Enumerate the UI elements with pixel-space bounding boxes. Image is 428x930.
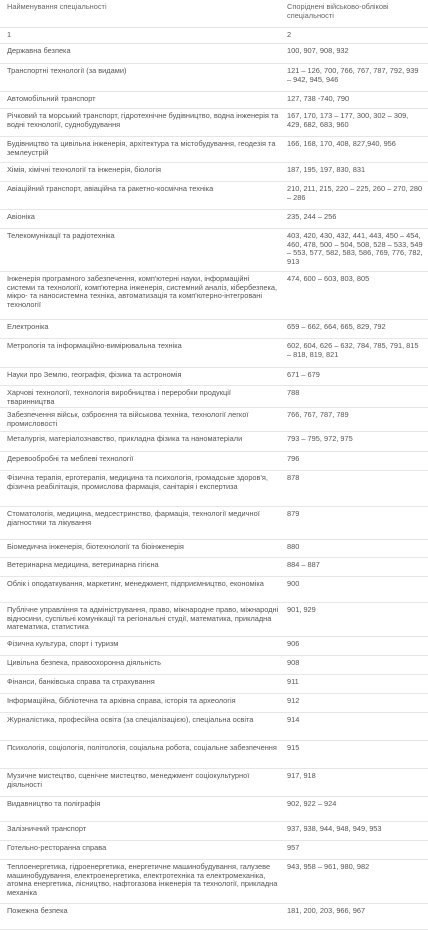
related-codes: 957 bbox=[287, 843, 300, 852]
table-row bbox=[0, 210, 428, 229]
table-row bbox=[0, 368, 428, 386]
specialty-name: Інженерія програмного забезпечення, комп'ютерні науки, інформаційні системи та технології, комп'ютерна інженерія, системний аналіз, кібербезпека, мікро- та наносистемна техніка, автоматизація та комп'ютерно-інтегровані технології bbox=[7, 274, 278, 309]
table-row bbox=[0, 64, 428, 92]
table-row bbox=[0, 432, 428, 452]
table-row bbox=[0, 769, 428, 797]
specialty-name: Журналістика, професійна освіта (за спеціалізацією), спеціальна освіта bbox=[7, 715, 254, 724]
related-codes: 671 – 679 bbox=[287, 370, 320, 379]
specialty-name: Метрологія та інформаційно-вимірювальна техніка bbox=[7, 341, 182, 350]
table-row bbox=[0, 904, 428, 930]
related-codes: 121 – 126, 700, 766, 767, 787, 792, 939 – 942, 945, 946 bbox=[287, 66, 419, 84]
table-row bbox=[0, 797, 428, 822]
specialty-name: Облік і оподаткування, маркетинг, менеджмент, підприємництво, економіка bbox=[7, 579, 264, 588]
related-codes: 906 bbox=[287, 639, 300, 648]
specialty-name: Автомобільний транспорт bbox=[7, 94, 96, 103]
specialty-name: Електроніка bbox=[7, 322, 49, 331]
table-row bbox=[0, 694, 428, 713]
table-row bbox=[0, 386, 428, 408]
table-row bbox=[0, 163, 428, 182]
table-row bbox=[0, 137, 428, 163]
table-row bbox=[0, 320, 428, 339]
specialty-name: Забезпечення військ, озброєння та військова техніка, технології легкої промисловості bbox=[7, 410, 249, 428]
related-codes: 878 bbox=[287, 473, 300, 482]
related-codes: 187, 195, 197, 830, 831 bbox=[287, 165, 366, 174]
specialty-name: Інформаційна, бібліотечна та архівна справа, історія та археологія bbox=[7, 696, 236, 705]
related-codes: 100, 907, 908, 932 bbox=[287, 46, 349, 55]
header-specialty: Найменування спеціальності bbox=[7, 2, 107, 11]
related-codes: 943, 958 – 961, 980, 982 bbox=[287, 862, 370, 871]
table-row bbox=[0, 471, 428, 507]
specialty-name: Деревообробні та меблеві технології bbox=[7, 454, 134, 463]
specialty-name: Хімія, хімічні технології та інженерія, біологія bbox=[7, 165, 161, 174]
related-codes: 911 bbox=[287, 677, 299, 686]
specialty-name: Фізична культура, спорт і туризм bbox=[7, 639, 119, 648]
related-codes: 914 bbox=[287, 715, 300, 724]
specialty-name: Фінанси, банківська справа та страхування bbox=[7, 677, 155, 686]
related-codes: 659 – 662, 664, 665, 829, 792 bbox=[287, 322, 386, 331]
specialty-name: Стоматологія, медицина, медсестринство, фармація, технології медичної діагностики та лікування bbox=[7, 509, 260, 527]
table-row bbox=[0, 507, 428, 540]
specialty-name: Телекомунікації та радіотехніка bbox=[7, 231, 115, 240]
table-row bbox=[0, 272, 428, 320]
related-codes: 937, 938, 944, 948, 949, 953 bbox=[287, 824, 382, 833]
specialty-name: Будівництво та цивільна інженерія, архітектура та містобудування, геодезія та землеустрій bbox=[7, 139, 276, 157]
table-row bbox=[0, 713, 428, 741]
related-codes: 181, 200, 203, 966, 967 bbox=[287, 906, 366, 915]
table-row bbox=[0, 577, 428, 603]
specialty-name: Психологія, соціологія, політологія, соціальна робота, соціальне забезпечення bbox=[7, 743, 277, 752]
specialty-name: Цивільна безпека, правоохоронна діяльність bbox=[7, 658, 162, 667]
table-row bbox=[0, 841, 428, 860]
related-codes: 235, 244 – 256 bbox=[287, 212, 337, 221]
related-codes: 880 bbox=[287, 542, 300, 551]
related-codes: 602, 604, 626 – 632, 784, 785, 791, 815 – 818, 819, 821 bbox=[287, 341, 419, 359]
specialty-name: Фізична терапія, ерготерапія, медицина та психологія, громадське здоров'я, фізична реабілітація, промислова фармація, санітарія і експертиза bbox=[7, 473, 268, 491]
table-row bbox=[0, 92, 428, 109]
related-codes: 403, 420, 430, 432, 441, 443, 450 – 454, 460, 478, 500 – 504, 508, 528 – 533, 549 – 553, 577, 582, 583, 586, 769, 776, 782, 913 bbox=[287, 231, 423, 266]
related-codes: 210, 211, 215, 220 – 225, 260 – 270, 280 – 286 bbox=[287, 184, 423, 202]
related-codes: 796 bbox=[287, 454, 300, 463]
related-codes: 908 bbox=[287, 658, 300, 667]
table-row bbox=[0, 637, 428, 656]
related-codes: 901, 929 bbox=[287, 605, 316, 614]
header-related-codes: Споріднені військово-облікові спеціальності bbox=[287, 2, 389, 20]
table-row bbox=[0, 822, 428, 841]
table-row bbox=[0, 558, 428, 577]
column-number-1: 1 bbox=[7, 30, 12, 39]
related-codes: 766, 767, 787, 789 bbox=[287, 410, 349, 419]
table-row bbox=[0, 860, 428, 904]
related-codes: 912 bbox=[287, 696, 300, 705]
specialty-name: Ветеринарна медицина, ветеринарна гігієна bbox=[7, 560, 159, 569]
column-number-2: 2 bbox=[287, 30, 292, 39]
column-numbers-row bbox=[0, 28, 428, 44]
specialty-name: Пожежна безпека bbox=[7, 906, 68, 915]
table-row bbox=[0, 182, 428, 210]
table-row bbox=[0, 408, 428, 432]
specialty-name: Транспортні технології (за видами) bbox=[7, 66, 127, 75]
table-row bbox=[0, 603, 428, 637]
related-codes: 166, 168, 170, 408, 827,940, 956 bbox=[287, 139, 396, 148]
specialty-name: Харчові технології, технологія виробництва і переробки продукції тваринництва bbox=[7, 388, 231, 406]
table-row bbox=[0, 452, 428, 471]
related-codes: 167, 170, 173 – 177, 300, 302 – 309, 429, 682, 683, 960 bbox=[287, 111, 409, 129]
related-codes: 127, 738 -740, 790 bbox=[287, 94, 350, 103]
table-row bbox=[0, 339, 428, 368]
table-row bbox=[0, 656, 428, 675]
specialty-name: Державна безпека bbox=[7, 46, 71, 55]
specialty-name: Залізничний транспорт bbox=[7, 824, 87, 833]
specialty-name: Видавництво та поліграфія bbox=[7, 799, 101, 808]
table-row bbox=[0, 44, 428, 64]
table-row bbox=[0, 741, 428, 769]
specialty-name: Металургія, матеріалознавство, прикладна фізика та наноматеріали bbox=[7, 434, 243, 443]
related-codes: 915 bbox=[287, 743, 300, 752]
specialty-name: Готельно-ресторанна справа bbox=[7, 843, 107, 852]
related-codes: 474, 600 – 603, 803, 805 bbox=[287, 274, 370, 283]
table-header bbox=[0, 0, 428, 28]
table-row bbox=[0, 229, 428, 272]
related-codes: 788 bbox=[287, 388, 300, 397]
specialty-name: Музичне мистецтво, сценічне мистецтво, менеджмент соціокультурної діяльності bbox=[7, 771, 250, 789]
specialty-name: Авіоніка bbox=[7, 212, 35, 221]
specialty-name: Науки про Землю, географія, фізика та астрономія bbox=[7, 370, 182, 379]
specialty-name: Біомедична інженерія, біотехнології та біоінженерія bbox=[7, 542, 184, 551]
specialty-name: Теплоенергетика, гідроенергетика, енергетичне машинобудування, галузеве машинобудування, електроенергетика, електротехніка та електромеханіка, атомна енергетика, лісництво, нафтогазова інженерія та технології, прикладна механіка bbox=[7, 862, 278, 897]
specialty-name: Публічне управління та адміністрування, право, міжнародне право, міжнародні відносини, суспільні комунікації та регіональні студії, математика, прикладна математика, статистика bbox=[7, 605, 279, 632]
specialty-name: Річковий та морський транспорт, гідротехнічне будівництво, водна інженерія та водні технології, суднобудування bbox=[7, 111, 279, 129]
table-row bbox=[0, 675, 428, 694]
specialty-name: Авіаційний транспорт, авіаційна та ракетно-космічна техніка bbox=[7, 184, 214, 193]
related-codes: 900 bbox=[287, 579, 300, 588]
related-codes: 793 – 795, 972, 975 bbox=[287, 434, 353, 443]
related-codes: 884 – 887 bbox=[287, 560, 320, 569]
related-codes: 879 bbox=[287, 509, 300, 518]
table-row bbox=[0, 540, 428, 558]
table-row bbox=[0, 109, 428, 137]
related-codes: 902, 922 – 924 bbox=[287, 799, 337, 808]
related-codes: 917, 918 bbox=[287, 771, 316, 780]
